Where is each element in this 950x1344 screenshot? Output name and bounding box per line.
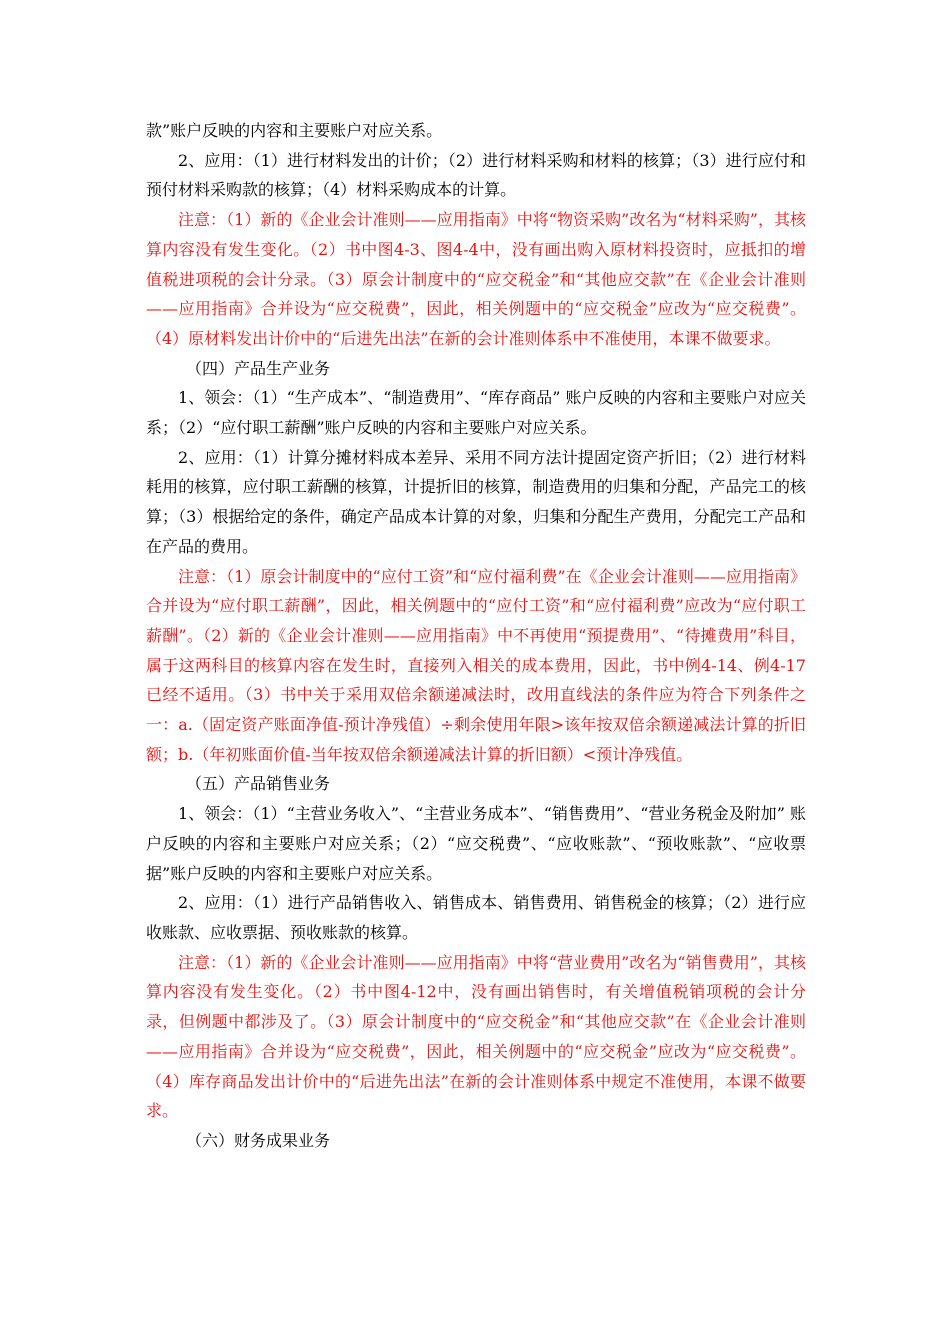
section-heading-financial-results: （六）财务成果业务 bbox=[186, 1130, 331, 1150]
paragraph-sales-application: 2、应用：（1）进行产品销售收入、销售成本、销售费用、销售税金的核算；（2）进行应收账款、应收票据、预收账款的核算。 bbox=[146, 893, 806, 942]
paragraph-sales-comprehension: 1、领会：（1）“主营业务收入”、“主营业务成本”、“销售费用”、“营业务税金及附加” 账户反映的内容和主要账户对应关系；（2）“应交税费”、“应收账款”、“预收账款”、“应收票据”账户反映的内容和主要账户对应关系。 bbox=[146, 804, 806, 883]
document-page bbox=[146, 116, 806, 1156]
paragraph-production-comprehension: 1、领会：（1）“生产成本”、“制造费用”、“库存商品” 账户反映的内容和主要账户对应关系；（2）“应付职工薪酬”账户反映的内容和主要账户对应关系。 bbox=[146, 388, 806, 438]
note-sales: 注意：（1）新的《企业会计准则——应用指南》中将“营业费用”改名为“销售费用”，其核算内容没有发生变化。（2）书中图4-12中，没有画出销售时，有关增值税销项税的会计分录，但例题中都涉及了。（3）原会计制度中的“应交税金”和“其他应交款”在《企业会计准则——应用指南》合并设为“应交税费”，因此，相关例题中的“应交税金”应改为“应交税费”。（4）库存商品发出计价中的“后进先出法”在新的会计准则体系中规定不准使用，本课不做要求。 bbox=[146, 952, 806, 1121]
section-heading-sales: （五）产品销售业务 bbox=[186, 774, 331, 794]
paragraph-continuation: 款”账户反映的内容和主要账户对应关系。 bbox=[146, 121, 443, 140]
note-production: 注意：（1）原会计制度中的“应付工资”和“应付福利费”在《企业会计准则——应用指南》合并设为“应付职工薪酬”，因此，相关例题中的“应付工资”和“应付福利费”应改为“应付职工薪酬”。（2）新的《企业会计准则——应用指南》中不再使用“预提费用”、“待摊费用”科目，属于这两科目的核算内容在发生时，直接列入相关的成本费用，因此，书中例4-14、例4-17已经不适用。（3）书中关于采用双倍余额递减法时，改用直线法的条件应为符合下列条件之一：a.（固定资产账面净值-预计净残值）÷剩余使用年限>该年按双倍余额递减法计算的折旧额；b.（年初账面价值-当年按双倍余额递减法计算的折旧额）<预计净残值。 bbox=[146, 566, 806, 764]
paragraph-materials-application: 2、应用：（1）进行材料发出的计价；（2）进行材料采购和材料的核算；（3）进行应付和预付材料采购款的核算；（4）材料采购成本的计算。 bbox=[146, 150, 806, 200]
note-materials: 注意：（1）新的《企业会计准则——应用指南》中将“物资采购”改名为“材料采购”，其核算内容没有发生变化。（2）书中图4-3、图4-4中，没有画出购入原材料投资时，应抵扣的增值税进项税的会计分录。（3）原会计制度中的“应交税金”和“其他应交款”在《企业会计准则——应用指南》合并设为“应交税费”，因此，相关例题中的“应交税金”应改为“应交税费”。（4）原材料发出计价中的“后进先出法”在新的会计准则体系中不准使用，本课不做要求。 bbox=[146, 210, 806, 348]
paragraph-production-application: 2、应用：（1）计算分摊材料成本差异、采用不同方法计提固定资产折旧；（2）进行材料耗用的核算，应付职工薪酬的核算，计提折旧的核算，制造费用的归集和分配，产品完工的核算；（3）根据给定的条件，确定产品成本计算的对象，归集和分配生产费用，分配完工产品和在产品的费用。 bbox=[146, 447, 806, 556]
section-heading-production: （四）产品生产业务 bbox=[186, 358, 331, 378]
